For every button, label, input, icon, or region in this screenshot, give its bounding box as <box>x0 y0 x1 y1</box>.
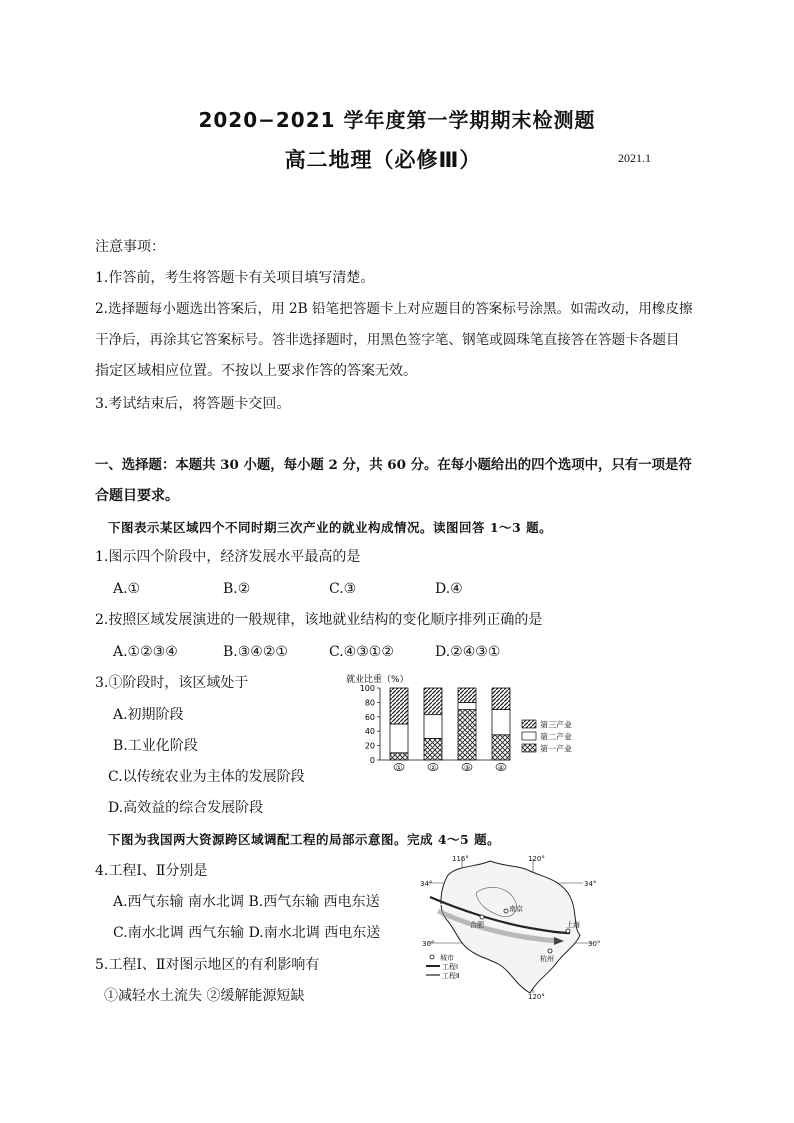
bar-segment <box>390 753 408 760</box>
bar-segment <box>492 688 510 710</box>
question-3-stem: 3.①阶段时，该区域处于 <box>95 675 249 691</box>
bar-segment <box>424 738 442 760</box>
category-label: ④ <box>497 764 505 772</box>
question-4-options-row2[interactable]: C.南水北调 西气东输 D.南水北调 西电东送 <box>113 925 381 941</box>
bar-segment <box>458 710 476 760</box>
bar-segment <box>458 688 476 702</box>
notice-item: 干净后，再涂其它答案标号。答非选择题时，用黑色签字笔、钢笔或圆珠笔直接答在答题卡各题目 <box>95 332 680 348</box>
y-tick-label: 0 <box>369 756 375 765</box>
notice-item: 指定区域相应位置。不按以上要求作答的答案无效。 <box>95 363 417 379</box>
bar-segment <box>390 724 408 753</box>
option-b[interactable]: B.工业化阶段 <box>113 738 198 754</box>
option-a[interactable]: A.初期阶段 <box>113 707 184 723</box>
legend-label: 第二产业 <box>540 732 572 742</box>
option-c[interactable]: C.以传统农业为主体的发展阶段 <box>108 769 305 785</box>
option-d[interactable]: D.高效益的综合发展阶段 <box>108 800 264 816</box>
y-tick-label: 100 <box>359 684 375 693</box>
lat-label: 30° <box>588 940 601 948</box>
notice-item: 3.考试结束后，将答题卡交回。 <box>95 396 291 412</box>
city-marker <box>504 909 508 913</box>
question-4-stem: 4.工程Ⅰ、Ⅱ分别是 <box>95 863 208 879</box>
option-d[interactable]: D.②④③① <box>435 644 501 660</box>
option-c[interactable]: C.③ <box>329 581 357 597</box>
legend-swatch <box>522 744 536 752</box>
bar-segment <box>492 710 510 735</box>
lon-label: 120° <box>528 855 545 863</box>
lat-label: 34° <box>420 880 433 888</box>
y-tick-label: 40 <box>364 727 375 737</box>
legend-label: 工程Ⅱ <box>442 972 460 980</box>
lon-label: 120° <box>528 993 545 1001</box>
question-5-options-row1[interactable]: ①减轻水土流失 ②缓解能源短缺 <box>104 988 305 1004</box>
figure-intro: 下图表示某区域四个不同时期三次产业的就业构成情况。读图回答 1～3 题。 <box>108 520 553 535</box>
city-label: 南京 <box>509 905 523 913</box>
option-b[interactable]: B.③④②① <box>223 644 288 660</box>
bar-segment <box>424 688 442 715</box>
notice-item: 1.作答前，考生将答题卡有关项目填写清楚。 <box>95 270 375 286</box>
legend-label: 工程Ⅰ <box>442 963 459 971</box>
bar-segment <box>492 735 510 760</box>
legend-city-icon <box>430 955 434 959</box>
lon-label: 116° <box>452 855 469 863</box>
y-tick-label: 80 <box>364 698 375 708</box>
option-a[interactable]: A.① <box>113 581 141 597</box>
exam-title: 2020−2021 学年度第一学期期末检测题 <box>198 108 596 132</box>
city-marker <box>480 915 484 919</box>
bar-segment <box>424 715 442 739</box>
category-label: ② <box>429 764 437 772</box>
section-heading: 一、选择题：本题共 30 小题，每小题 2 分，共 60 分。在每小题给出的四个选项中，只有一项是符 <box>95 457 692 473</box>
category-label: ① <box>395 764 403 772</box>
legend-label: 第三产业 <box>540 720 572 730</box>
legend-swatch <box>522 720 536 728</box>
city-label: 合肥 <box>470 921 484 929</box>
category-label: ③ <box>463 764 471 772</box>
notice-heading: 注意事项： <box>95 239 165 255</box>
lat-label: 34° <box>584 880 597 888</box>
question-1-stem: 1.图示四个阶段中，经济发展水平最高的是 <box>95 549 361 565</box>
option-a[interactable]: A.①②③④ <box>113 644 178 660</box>
chart-ylabel: 就业比重（%） <box>346 675 409 685</box>
question-2-stem: 2.按照区域发展演进的一般规律，该地就业结构的变化顺序排列正确的是 <box>95 612 543 628</box>
legend-label: 城市 <box>440 954 454 962</box>
legend-label: 第一产业 <box>540 744 572 754</box>
question-4-options-row1[interactable]: A.西气东输 南水北调 B.西气东输 西电东送 <box>113 894 380 910</box>
y-tick-label: 60 <box>364 712 375 722</box>
bar-segment <box>458 702 476 709</box>
y-tick-label: 20 <box>364 741 375 751</box>
resource-transfer-map <box>418 853 613 1001</box>
city-marker <box>566 929 570 933</box>
exam-subtitle: 高二地理（必修Ⅲ） <box>284 148 482 172</box>
bar-segment <box>390 688 408 724</box>
section-heading-cont: 合题目要求。 <box>95 488 179 504</box>
figure-intro: 下图为我国两大资源跨区域调配工程的局部示意图。完成 4～5 题。 <box>108 832 501 847</box>
option-b[interactable]: B.② <box>223 581 251 597</box>
option-d[interactable]: D.④ <box>435 581 463 597</box>
city-marker <box>548 949 552 953</box>
lat-label: 30° <box>422 940 435 948</box>
exam-date: 2021.1 <box>618 151 651 165</box>
city-label: 上海 <box>566 921 580 929</box>
city-label: 杭州 <box>540 955 554 963</box>
employment-structure-chart <box>340 670 640 775</box>
notice-item: 2.选择题每小题选出答案后，用 2B 铅笔把答题卡上对应题目的答案标号涂黑。如需改动，用橡皮擦 <box>95 301 693 317</box>
legend-swatch <box>522 732 536 740</box>
question-5-stem: 5.工程Ⅰ、Ⅱ对图示地区的有利影响有 <box>95 957 320 973</box>
option-c[interactable]: C.④③①② <box>329 644 394 660</box>
